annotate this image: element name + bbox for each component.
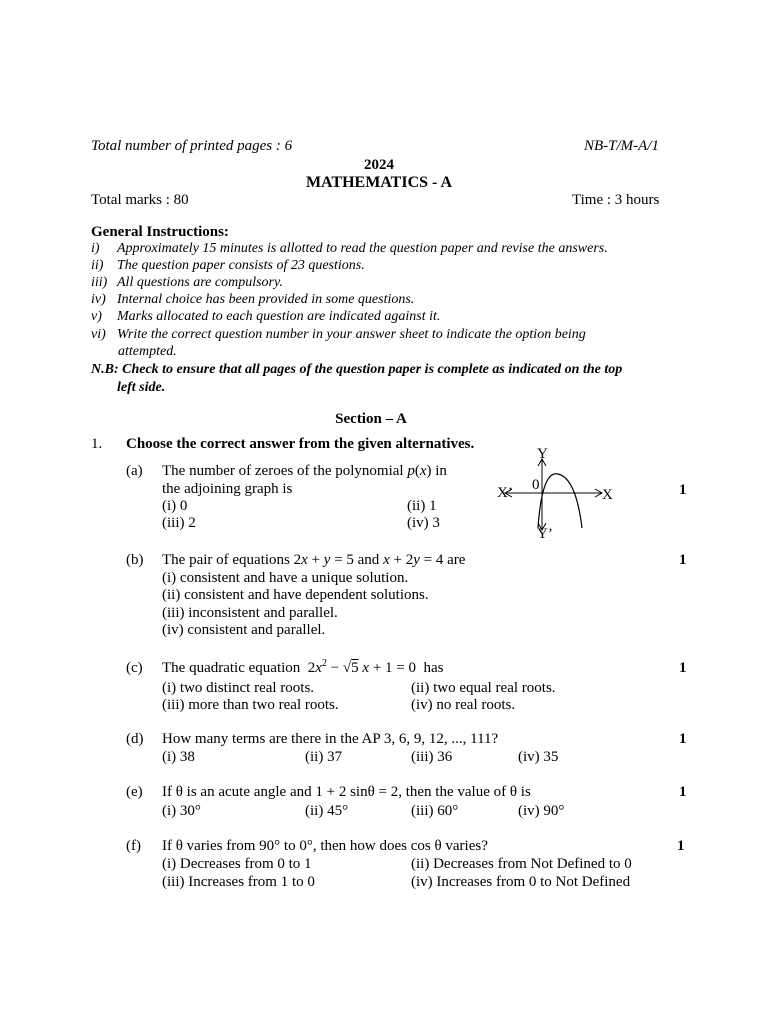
nb-note: N.B: Check to ensure that all pages of the question paper is complete as indicated on the top: [91, 362, 623, 377]
option: (iii) 2: [162, 515, 196, 531]
nb-note-continued: left side.: [117, 380, 166, 395]
instruction-num: ii): [91, 258, 104, 273]
axis-label-x: X: [602, 487, 613, 503]
option: (iv) 3: [407, 515, 440, 531]
marks: 1: [679, 552, 687, 568]
option: (iv) 90°: [518, 803, 565, 819]
question-number: 1.: [91, 436, 103, 452]
marks: 1: [679, 660, 687, 676]
polynomial-graph: [494, 442, 618, 542]
instruction-text: The question paper consists of 23 questions.: [117, 258, 365, 273]
subquestion-label: (c): [126, 660, 143, 676]
option: (iii) inconsistent and parallel.: [162, 605, 338, 621]
option: (ii) 45°: [305, 803, 349, 819]
instruction-num: i): [91, 241, 100, 256]
subquestion-text: The pair of equations 2x + y = 5 and x + 2y = 4 are: [162, 552, 466, 568]
option: (ii) two equal real roots.: [411, 680, 556, 696]
option: (i) Decreases from 0 to 1: [162, 856, 312, 872]
option: (ii) Decreases from Not Defined to 0: [411, 856, 632, 872]
subquestion-text: If θ varies from 90° to 0°, then how does cos θ varies?: [162, 838, 488, 854]
marks: 1: [677, 838, 685, 854]
marks: 1: [679, 731, 687, 747]
option: (ii) consistent and have dependent solutions.: [162, 587, 429, 603]
option: (ii) 37: [305, 749, 343, 765]
instruction-text: Write the correct question number in your answer sheet to indicate the option being: [117, 327, 586, 342]
instruction-text: Marks allocated to each question are indicated against it.: [117, 309, 441, 324]
option: (iii) 36: [411, 749, 453, 765]
axis-label-y-neg: Y’: [537, 526, 553, 542]
instructions-title: General Instructions:: [91, 224, 229, 240]
instruction-text: All questions are compulsory.: [117, 275, 283, 290]
subquestion-text: How many terms are there in the AP 3, 6, 9, 12, ..., 111?: [162, 731, 499, 747]
subquestion-label: (b): [126, 552, 144, 568]
marks: 1: [679, 482, 687, 498]
exam-time: Time : 3 hours: [572, 192, 660, 208]
axis-label-y: Y: [537, 446, 548, 462]
instruction-num: iii): [91, 275, 108, 290]
paper-code: NB-T/M-A/1: [584, 138, 659, 154]
option: (iv) Increases from 0 to Not Defined: [411, 874, 631, 890]
option: (i) 0: [162, 498, 188, 514]
question-prompt: Choose the correct answer from the given alternatives.: [126, 436, 475, 452]
subquestion-text: The quadratic equation $2x^2 - √5$ x + 1 = 0 has: [162, 658, 444, 676]
instruction-num: v): [91, 309, 102, 324]
instruction-text: Internal choice has been provided in some questions.: [117, 292, 415, 307]
instruction-num: vi): [91, 327, 106, 342]
instruction-num: iv): [91, 292, 106, 307]
exam-subject: MATHEMATICS - A: [305, 174, 453, 191]
instruction-text: Approximately 15 minutes is allotted to read the question paper and revise the answers.: [117, 241, 608, 256]
option: (i) 38: [162, 749, 195, 765]
option: (iii) 60°: [411, 803, 459, 819]
subquestion-text: The number of zeroes of the polynomial p(x) in: [162, 463, 447, 479]
marks: 1: [679, 784, 687, 800]
origin-label: 0: [532, 477, 540, 493]
subquestion-label: (a): [126, 463, 143, 479]
option: (iv) no real roots.: [411, 697, 516, 713]
option: (iii) more than two real roots.: [162, 697, 339, 713]
total-marks: Total marks : 80: [91, 192, 189, 208]
section-heading: Section – A: [335, 411, 407, 427]
printed-pages-note: Total number of printed pages : 6: [91, 138, 293, 154]
axis-label-x-neg: X’: [497, 485, 513, 501]
option: (ii) 1: [407, 498, 437, 514]
instruction-text-continued: attempted.: [118, 344, 177, 359]
subquestion-label: (d): [126, 731, 144, 747]
option: (i) two distinct real roots.: [162, 680, 315, 696]
option: (i) 30°: [162, 803, 201, 819]
option: (iii) Increases from 1 to 0: [162, 874, 315, 890]
subquestion-text-continued: the adjoining graph is: [162, 481, 293, 497]
subquestion-text: If θ is an acute angle and 1 + 2 sinθ = 2, then the value of θ is: [162, 784, 531, 800]
exam-year: 2024: [364, 157, 394, 173]
option: (i) consistent and have a unique solution.: [162, 570, 409, 586]
subquestion-label: (f): [126, 838, 141, 854]
option: (iv) 35: [518, 749, 559, 765]
subquestion-label: (e): [126, 784, 143, 800]
option: (iv) consistent and parallel.: [162, 622, 326, 638]
